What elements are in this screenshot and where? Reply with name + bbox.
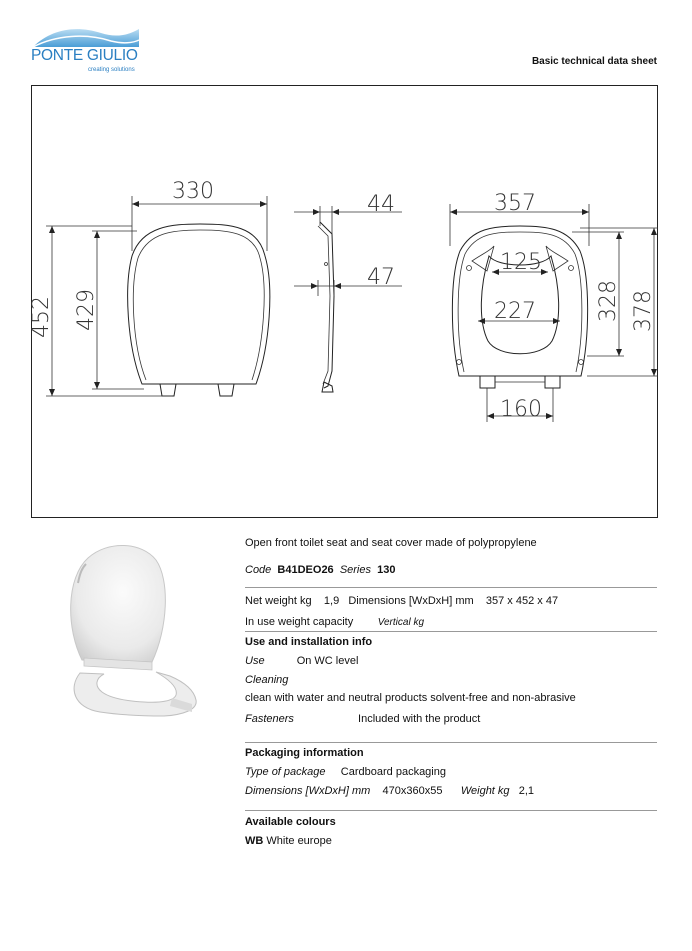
use-info-title: Use and installation info [245,636,373,648]
front-width-dim: 330 [172,179,214,204]
fasteners-value: Included with the product [358,713,481,725]
separator [245,742,657,743]
separator [245,631,657,632]
fasteners-label: Fasteners [245,713,294,725]
brand-tagline: creating solutions [88,67,135,73]
capacity-value: Vertical kg [377,617,425,628]
net-weight-label: Net weight kg [245,595,312,607]
cleaning-label: Cleaning [245,674,289,686]
series-value: 130 [377,564,396,576]
package-weight-label: Weight kg [460,785,510,797]
net-weight-value: 1,9 [323,595,340,607]
capacity-row [245,616,424,628]
package-dimensions-value: 470x360x55 [382,785,443,797]
top-width-dim: 357 [494,191,536,216]
top-height-inner-dim: 328 [596,280,621,322]
top-opening-width-dim: 125 [500,250,542,275]
fasteners-row [245,713,480,725]
use-label: Use [245,655,265,667]
separator [245,587,657,588]
package-type-label: Type of package [245,766,326,778]
top-hinge-spacing-dim: 160 [500,397,542,422]
top-view-drawing [450,191,658,422]
sheet-title: Basic technical data sheet [531,56,657,67]
brand-logo [31,27,143,73]
front-height-total-dim: 452 [29,296,54,338]
side-thickness-top-dim: 44 [367,192,395,217]
side-view-drawing [294,192,402,392]
side-thickness-bottom-dim: 47 [367,265,395,290]
front-view-drawing [29,179,270,396]
technical-drawing [31,85,658,518]
package-type-row [245,766,446,778]
weight-dimensions-row [245,595,558,607]
use-value: On WC level [296,655,359,667]
top-opening-length-dim: 227 [494,299,536,324]
code-value: B41DEO26 [277,564,334,576]
front-height-inner-dim: 429 [74,289,99,331]
package-type-value: Cardboard packaging [340,766,446,778]
top-height-total-dim: 378 [631,290,656,332]
brand-name: PONTE GIULIO [31,47,138,64]
dimensions-value: 357 x 452 x 47 [485,595,559,607]
colours-title: Available colours [245,816,336,828]
packaging-title: Packaging information [245,747,364,759]
product-description: Open front toilet seat and seat cover made of polypropylene [245,537,537,549]
cleaning-value: clean with water and neutral products solvent-free and non-abrasive [245,692,576,704]
capacity-label: In use weight capacity [245,616,354,628]
separator [245,810,657,811]
use-row [245,655,358,667]
package-dimensions-row [245,785,534,797]
code-label: Code [245,564,272,576]
dimensions-label: Dimensions [WxDxH] mm [348,595,474,607]
logo-wave-icon [31,27,141,49]
colour-item [245,835,332,847]
package-dimensions-label: Dimensions [WxDxH] mm [245,785,371,797]
colour-code: WB [245,835,264,847]
colour-name: White europe [266,835,332,847]
product-photo [60,538,210,733]
series-label: Series [339,564,371,576]
code-row [245,564,395,576]
package-weight-value: 2,1 [518,785,535,797]
